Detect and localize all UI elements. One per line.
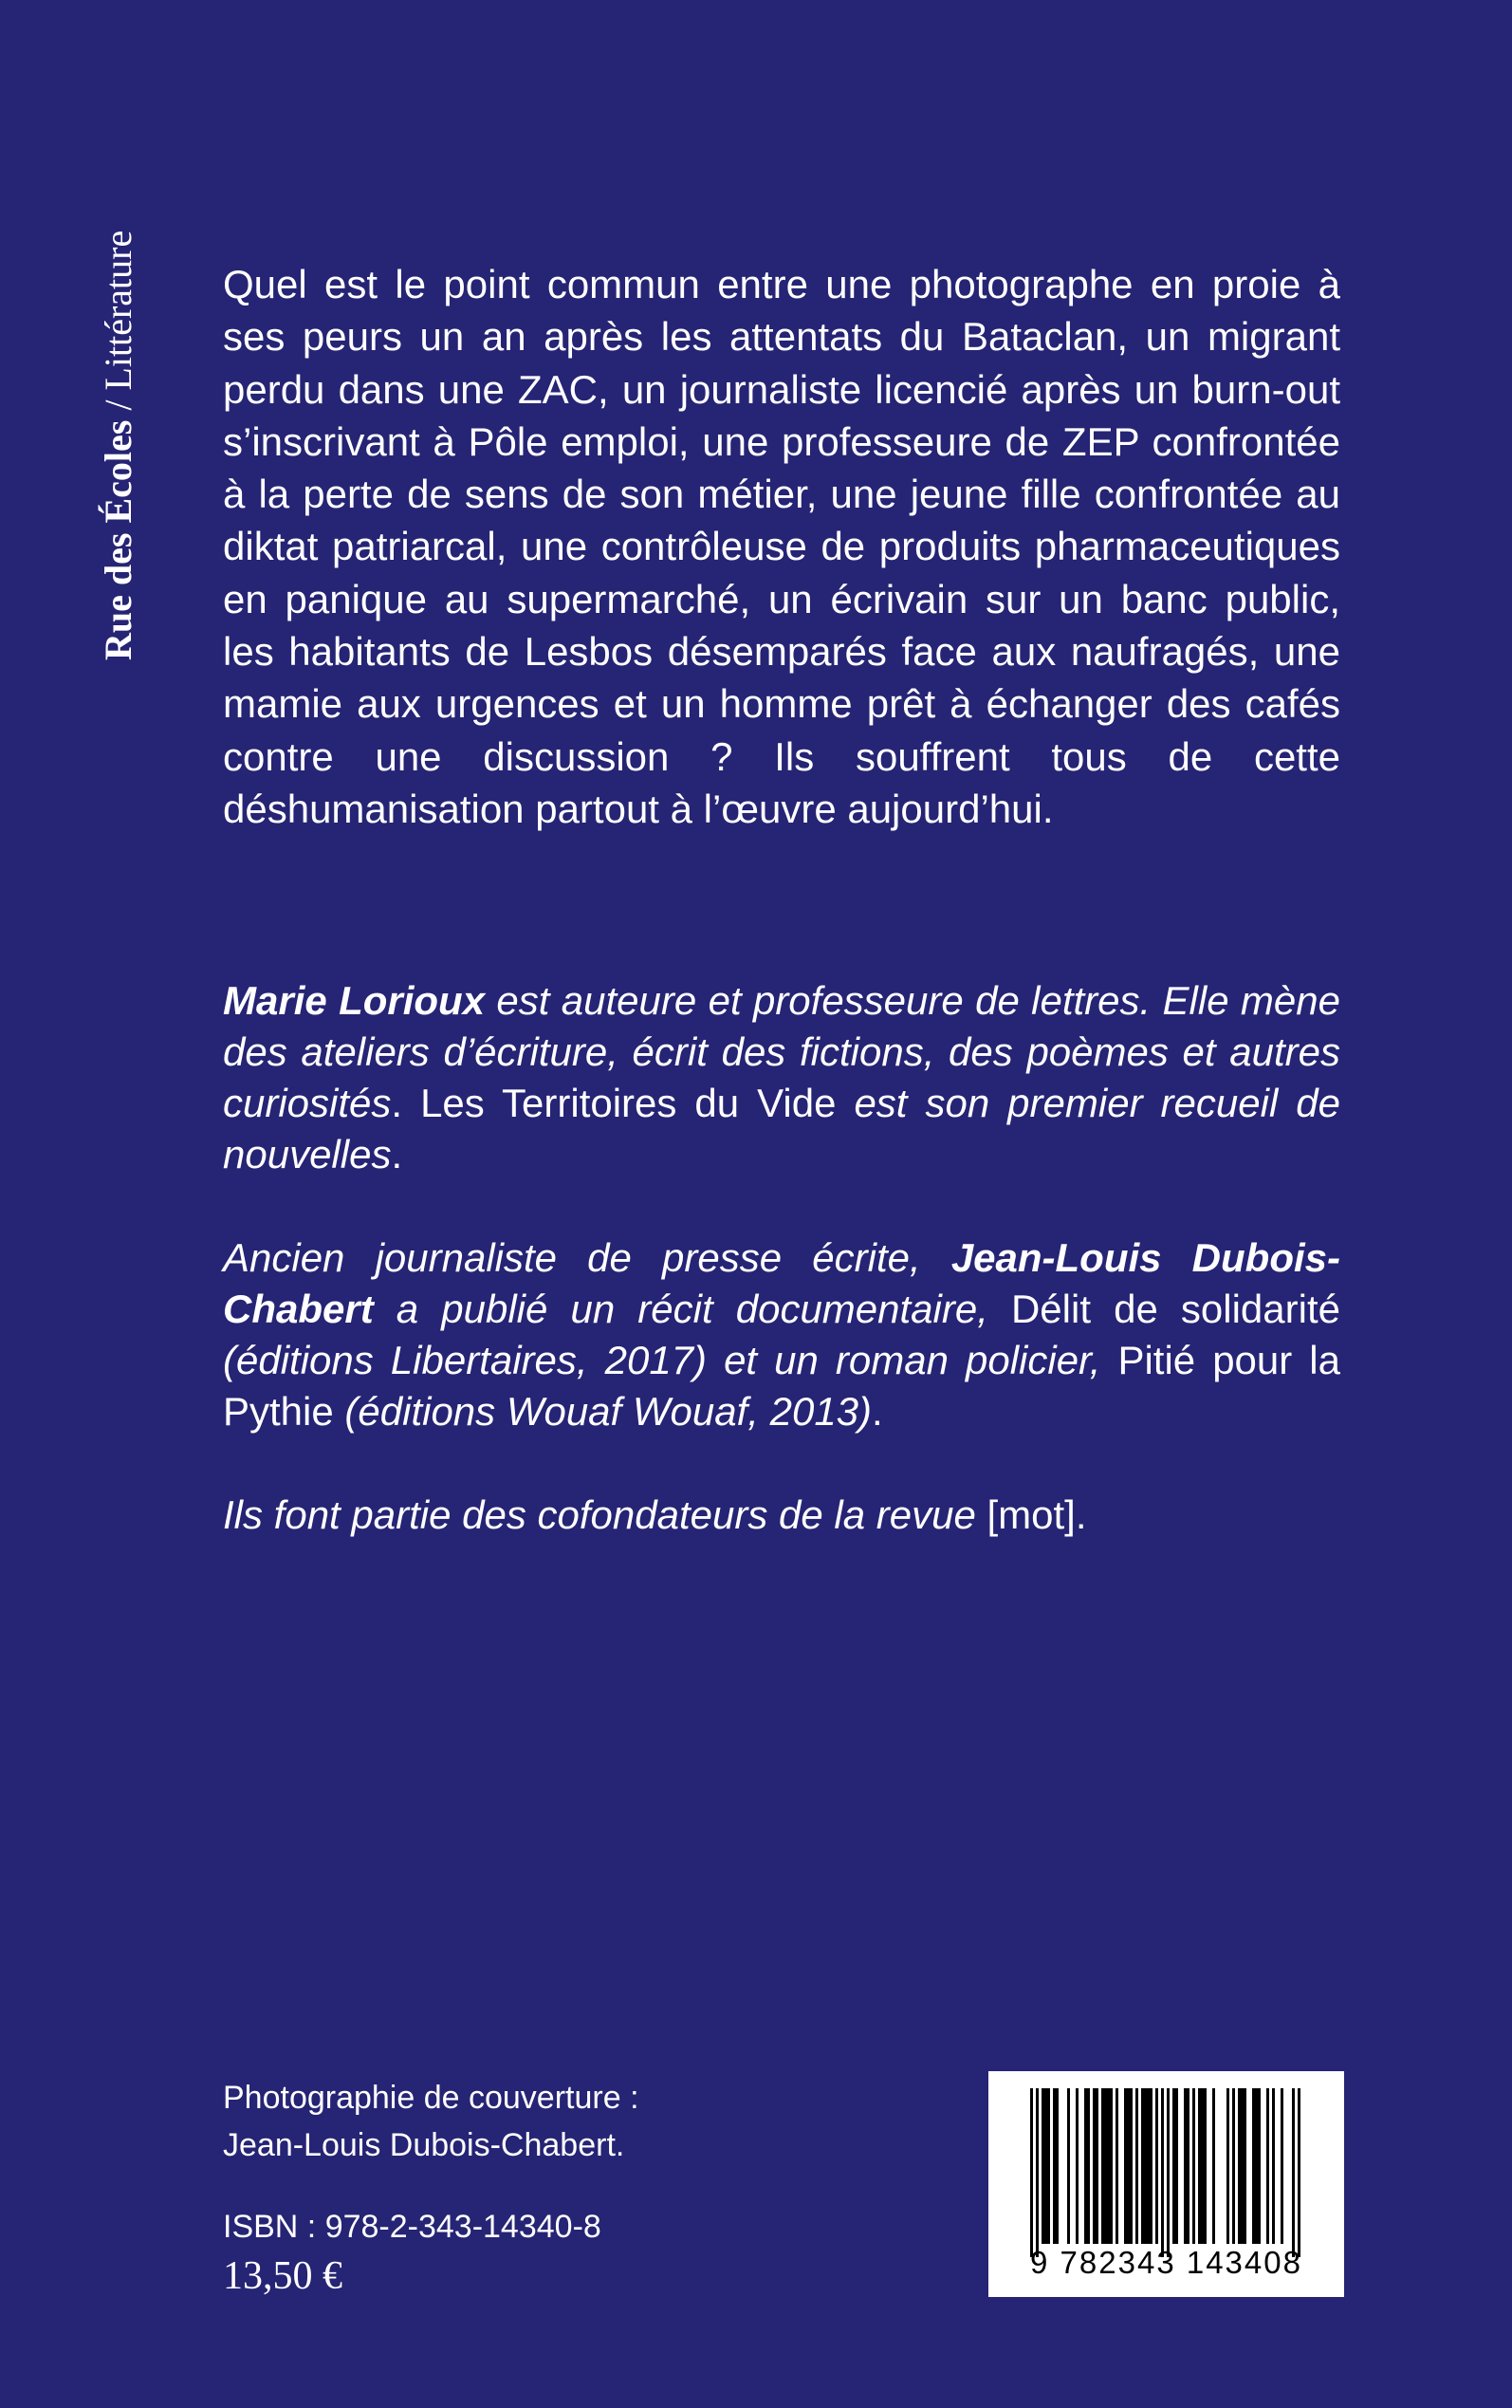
barcode-bar	[1107, 2088, 1110, 2244]
barcode-bar	[1204, 2088, 1207, 2244]
barcode-bar	[1150, 2088, 1152, 2244]
barcode-bar	[1175, 2088, 1178, 2244]
barcode-bar	[1042, 2088, 1044, 2244]
barcode-bar	[1044, 2088, 1047, 2244]
barcode-bar	[1226, 2088, 1229, 2244]
barcode-bar	[1101, 2088, 1104, 2244]
barcode-bar	[1104, 2088, 1107, 2244]
barcode-guard-bar	[1167, 2088, 1170, 2257]
bio-text: (éditions Wouaf Wouaf, 2013)	[344, 1389, 873, 1435]
bio-text: .	[391, 1132, 403, 1177]
barcode-bar	[1087, 2088, 1090, 2244]
book-title: Délit de solidarité	[987, 1287, 1340, 1332]
barcode-digits: 9 782343 143408	[1030, 2245, 1302, 2280]
barcode-bar	[1116, 2088, 1118, 2244]
photo-credits	[223, 2074, 639, 2169]
book-title: Pitié pour la Pythie	[223, 1338, 1340, 1435]
back-cover-text	[223, 258, 1340, 1541]
barcode-bar	[1187, 2088, 1189, 2244]
spine-separator: /	[97, 390, 139, 420]
barcode-guard-bar	[1161, 2088, 1164, 2257]
author-name-marie: Marie Lorioux	[223, 978, 486, 1024]
barcode-bar	[1172, 2088, 1175, 2244]
barcode-bar	[1093, 2088, 1096, 2244]
barcode-bar	[1096, 2088, 1098, 2244]
barcode-bar	[1244, 2088, 1246, 2244]
author-bio-marie	[223, 975, 1340, 1180]
bio-text: est auteure et professeure de lettres. Elle mène des ateliers d’écriture, écrit des fictions, des poèmes et autres curiosités	[223, 978, 1340, 1126]
barcode-guard-bar	[1036, 2088, 1039, 2257]
price: 13,50 €	[223, 2254, 342, 2298]
cofounders-end: .	[1075, 1492, 1087, 1538]
barcode-bar	[1056, 2088, 1059, 2244]
barcode-bar	[1147, 2088, 1150, 2244]
cofounders-note	[223, 1490, 1340, 1541]
barcode-bar	[1127, 2088, 1130, 2244]
barcode-bar	[1238, 2088, 1241, 2244]
barcode-bar	[1047, 2088, 1050, 2244]
barcode-bar	[1212, 2088, 1215, 2244]
bio-text: (éditions Libertaires, 2017) et un roman policier,	[223, 1338, 1101, 1383]
barcode	[988, 2071, 1344, 2297]
synopsis: Quel est le point commun entre une photographe en proie à ses peurs un an après les attentats du Bataclan, un migrant perdu dans une ZAC, un journaliste licencié après un burn-out s’inscrivant à Pôle emploi, une professeure de ZEP confrontée à la perte de sens de son métier, une jeune fille confrontée au diktat patriarcal, une contrôleuse de produits pharmaceutiques en panique au supermarché, un écrivain sur un banc public, les habitants de Lesbos désemparés face aux naufragés, une mamie aux urgences et un homme prêt à échanger des cafés contre une discussion ? Ils souffrent tous de cette déshumanisation partout à l’œuvre aujourd’hui.	[223, 262, 1340, 831]
barcode-bar	[1084, 2088, 1087, 2244]
barcode-bar	[1232, 2088, 1235, 2244]
barcode-bar	[1135, 2088, 1138, 2244]
photo-credit-label: Photographie de couverture :	[223, 2080, 639, 2116]
barcode-bar	[1184, 2088, 1187, 2244]
barcode-bar	[1241, 2088, 1244, 2244]
barcode-bar	[1076, 2088, 1079, 2244]
spine-text	[95, 231, 142, 660]
barcode-bar	[1266, 2088, 1269, 2244]
barcode-bar	[1281, 2088, 1283, 2244]
barcode-bar	[1258, 2088, 1261, 2244]
barcode-bar	[1272, 2088, 1275, 2244]
bio-text: a publié un récit documentaire,	[373, 1287, 988, 1332]
barcode-bar	[1201, 2088, 1204, 2244]
author-bio-jean-louis	[223, 1232, 1340, 1437]
barcode-bar	[1067, 2088, 1070, 2244]
barcode-bar	[1255, 2088, 1258, 2244]
bio-text: .	[872, 1389, 883, 1435]
barcode-bar	[1124, 2088, 1127, 2244]
barcode-bar	[1198, 2088, 1201, 2244]
book-title: . Les Territoires du Vide	[391, 1081, 855, 1126]
barcode-bar	[1192, 2088, 1195, 2244]
isbn: ISBN : 978-2-343-14340-8	[223, 2209, 601, 2245]
barcode-bar	[1155, 2088, 1158, 2244]
category-name: Littérature	[97, 230, 139, 391]
barcode-guard-bar	[1292, 2088, 1295, 2257]
photo-credit-name: Jean-Louis Dubois-Chabert.	[223, 2127, 625, 2163]
barcode-bar	[1252, 2088, 1255, 2244]
barcode-bar	[1130, 2088, 1133, 2244]
bio-text: Ancien journaliste de presse écrite,	[223, 1235, 951, 1281]
barcode-guard-bar	[1298, 2088, 1300, 2257]
bio-text: est son premier recueil de nouvelles	[223, 1081, 1340, 1177]
cofounders-text: Ils font partie des cofondateurs de la revue	[223, 1492, 987, 1538]
barcode-bar	[1144, 2088, 1147, 2244]
collection-name: Rue des Écoles	[97, 419, 139, 660]
barcode-guard-bar	[1030, 2088, 1033, 2257]
barcode-bar	[1141, 2088, 1144, 2244]
author-name-jean-louis: Jean-Louis Dubois-Chabert	[223, 1235, 1340, 1332]
spine-label	[95, 110, 142, 679]
barcode-bar	[1053, 2088, 1056, 2244]
revue-name: [mot]	[986, 1492, 1076, 1538]
barcode-bar	[1110, 2088, 1113, 2244]
